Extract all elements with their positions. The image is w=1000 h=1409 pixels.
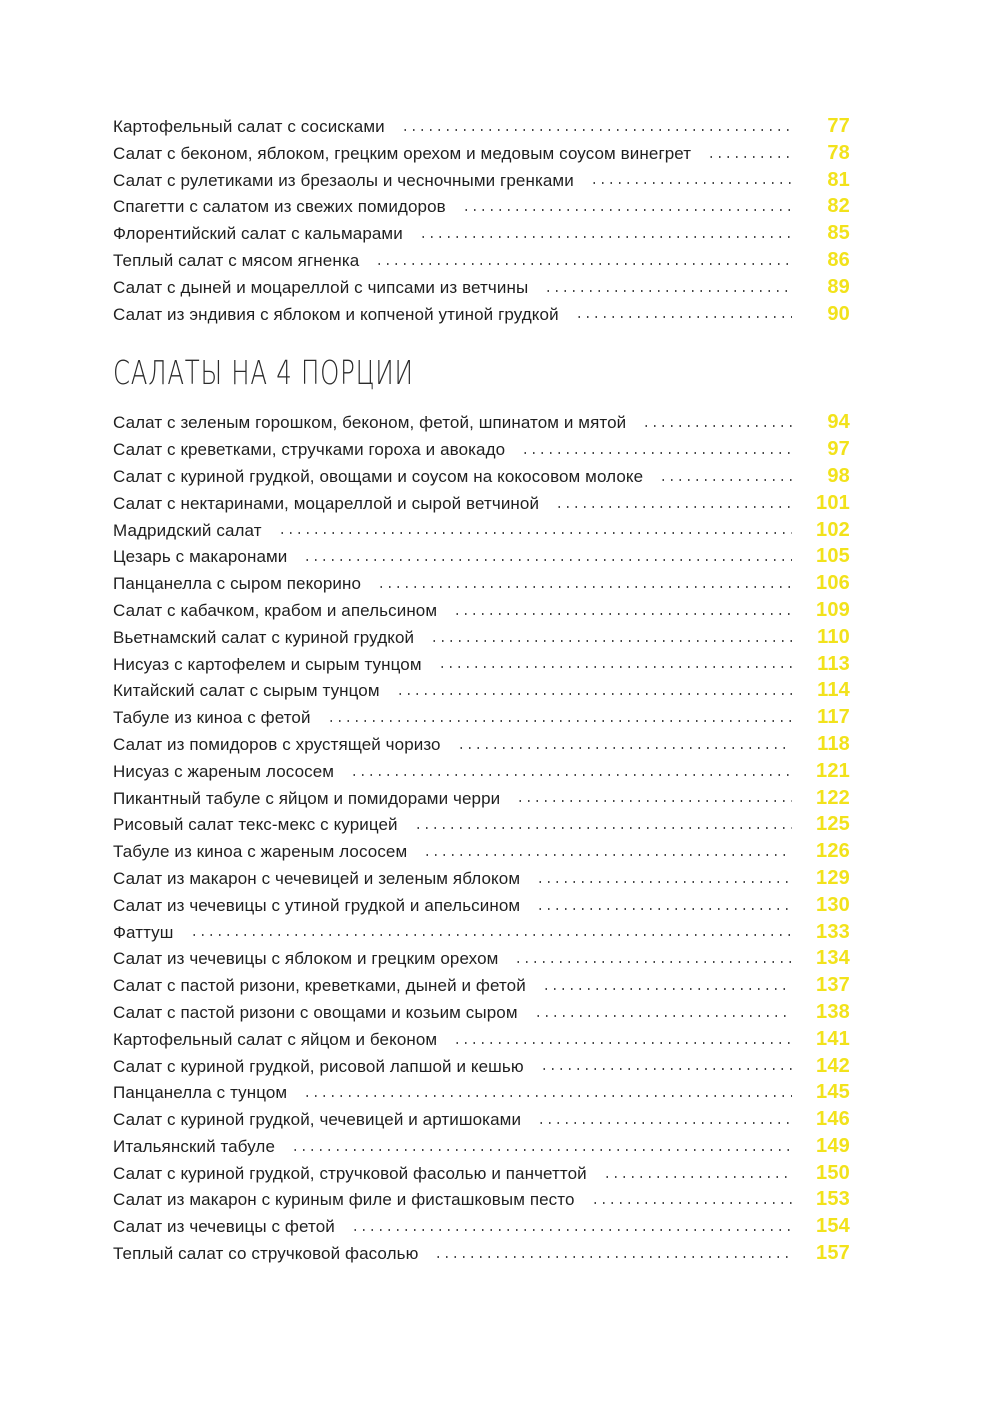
toc-entry-page-number: 109 (816, 598, 850, 621)
toc-section-list (113, 113, 850, 327)
toc-entry[interactable] (113, 597, 850, 624)
toc-entry-page-number: 126 (816, 840, 850, 863)
dot-leader (423, 854, 792, 856)
toc-entry-page-number: 121 (816, 759, 850, 782)
toc-entry-title: Салат из чечевицы с утиной грудкой и апельсином (113, 895, 521, 915)
toc-entry[interactable] (113, 543, 850, 570)
toc-entry-title: Салат с пастой ризони, креветками, дыней и фетой (113, 976, 526, 996)
dot-leader (642, 425, 792, 427)
toc-entry-page-number: 110 (817, 625, 850, 648)
toc-entry-page-number: 86 (827, 248, 850, 271)
dot-leader (303, 1095, 792, 1097)
toc-entry-title: Салат из макарон с чечевицей и зеленым яблоком (113, 868, 521, 888)
toc-entry-page-number: 150 (816, 1161, 850, 1184)
toc-entry[interactable] (113, 1186, 850, 1213)
dot-leader (414, 827, 792, 829)
toc-entry-title: Салат с нектаринами, моцареллой и сырой ветчиной (113, 493, 540, 513)
toc-entry[interactable] (113, 1133, 850, 1160)
toc-entry[interactable] (113, 811, 850, 838)
toc-entry[interactable] (113, 731, 850, 758)
dot-leader (291, 1149, 792, 1151)
toc-entry-page-number: 98 (827, 464, 850, 487)
toc-entry[interactable] (113, 677, 850, 704)
toc-entry-title: Фаттуш (113, 922, 174, 942)
toc-entry[interactable] (113, 274, 850, 301)
toc-entry-page-number: 153 (816, 1188, 850, 1211)
toc-entry-page-number: 141 (816, 1027, 850, 1050)
dot-leader (350, 774, 792, 776)
dot-leader (375, 263, 792, 265)
toc-entry-title: Салат с кабачком, крабом и апельсином (113, 600, 438, 620)
dot-leader (707, 156, 792, 158)
toc-entry-title: Салат с креветками, стручками гороха и авокадо (113, 440, 506, 460)
dot-leader (351, 1229, 792, 1231)
dot-leader (555, 506, 792, 508)
toc-entry-page-number: 122 (816, 786, 850, 809)
toc-entry-page-number: 106 (816, 572, 850, 595)
toc-entry[interactable] (113, 1160, 850, 1187)
toc-entry[interactable] (113, 490, 850, 517)
dot-leader (514, 961, 792, 963)
dot-leader (327, 720, 792, 722)
toc-entry-title: Табуле из киноа с фетой (113, 708, 311, 728)
toc-entry[interactable] (113, 945, 850, 972)
toc-entry-page-number: 142 (816, 1054, 850, 1077)
toc-entry[interactable] (113, 1026, 850, 1053)
toc-entry-page-number: 78 (827, 141, 850, 164)
toc-entry-title: Цезарь с макаронами (113, 547, 288, 567)
toc-entry[interactable] (113, 409, 850, 436)
toc-entry-page-number: 134 (816, 947, 850, 970)
toc-entry[interactable] (113, 1213, 850, 1240)
toc-entry[interactable] (113, 517, 850, 544)
toc-entry-page-number: 105 (816, 545, 850, 568)
toc-entry[interactable] (113, 301, 850, 328)
toc-entry-title: Теплый салат с мясом ягненка (113, 250, 360, 270)
dot-leader (278, 532, 792, 534)
dot-leader (534, 1015, 792, 1017)
dot-leader (190, 934, 792, 936)
toc-entry-title: Итальянский табуле (113, 1136, 276, 1156)
dot-leader (462, 209, 792, 211)
toc-entry-title: Салат с беконом, яблоком, грецким орехом и медовым соусом винегрет (113, 143, 692, 163)
toc-entry[interactable] (113, 570, 850, 597)
toc-entry-page-number: 133 (816, 920, 850, 943)
toc-section-list (113, 409, 850, 1267)
toc-entry-title: Китайский салат с сырым тунцом (113, 681, 380, 701)
toc-entry-title: Салат из чечевицы с фетой (113, 1217, 335, 1237)
toc-entry-page-number: 137 (816, 974, 850, 997)
toc-entry[interactable] (113, 1053, 850, 1080)
toc-entry[interactable] (113, 247, 850, 274)
dot-leader (590, 182, 792, 184)
toc-entry[interactable] (113, 865, 850, 892)
toc-entry-page-number: 118 (817, 732, 850, 755)
toc-entry-title: Панцанелла с тунцом (113, 1083, 288, 1103)
toc-entry-title: Вьетнамский салат с куриной грудкой (113, 627, 415, 647)
toc-entry-page-number: 102 (816, 518, 850, 541)
toc-entry[interactable] (113, 1079, 850, 1106)
toc-entry-page-number: 114 (817, 679, 850, 702)
toc-entry-page-number: 130 (816, 893, 850, 916)
toc-entry-title: Салат с куриной грудкой, чечевицей и артишоками (113, 1110, 522, 1130)
toc-entry-page-number: 94 (827, 411, 850, 434)
toc-entry-title: Картофельный салат с яйцом и беконом (113, 1029, 438, 1049)
dot-leader (659, 479, 792, 481)
toc-entry[interactable] (113, 758, 850, 785)
toc-entry-title: Салат с куриной грудкой, рисовой лапшой и кешью (113, 1056, 524, 1076)
toc-entry[interactable] (113, 140, 850, 167)
toc-entry[interactable] (113, 785, 850, 812)
toc-entry-title: Рисовый салат текс-мекс с курицей (113, 815, 398, 835)
toc-entry[interactable] (113, 113, 850, 140)
toc-entry-page-number: 145 (816, 1081, 850, 1104)
dot-leader (419, 236, 792, 238)
toc-entry-title: Панцанелла с сыром пекорино (113, 574, 362, 594)
dot-leader (591, 1202, 792, 1204)
toc-entry-page-number: 157 (816, 1242, 850, 1265)
dot-leader (516, 800, 792, 802)
toc-entry[interactable] (113, 1106, 850, 1133)
dot-leader (521, 452, 792, 454)
toc-entry-page-number: 101 (816, 491, 850, 514)
dot-leader (438, 666, 792, 668)
toc-entry[interactable] (113, 838, 850, 865)
dot-leader (453, 613, 792, 615)
toc-entry-title: Салат из эндивия с яблоком и копченой утиной грудкой (113, 304, 559, 324)
toc-entry-page-number: 77 (827, 115, 850, 137)
dot-leader (401, 129, 792, 131)
dot-leader (303, 559, 792, 561)
section-heading: САЛАТЫ НА 4 ПОРЦИИ (113, 353, 414, 393)
toc-entry-page-number: 89 (827, 275, 850, 298)
toc-entry-title: Пикантный табуле с яйцом и помидорами черри (113, 788, 501, 808)
toc-entry[interactable] (113, 651, 850, 678)
toc-entry-page-number: 85 (827, 222, 850, 245)
toc-entry-title: Табуле из киноа с жареным лососем (113, 842, 408, 862)
dot-leader (575, 316, 792, 318)
table-of-contents-page (113, 0, 850, 1267)
dot-leader (396, 693, 792, 695)
dot-leader (457, 747, 792, 749)
dot-leader (536, 908, 792, 910)
toc-entry-page-number: 97 (827, 438, 850, 461)
toc-entry-title: Спагетти с салатом из свежих помидоров (113, 197, 446, 217)
toc-entry-title: Нисуаз с жареным лососем (113, 761, 335, 781)
toc-entry-page-number: 117 (817, 706, 850, 729)
toc-entry-page-number: 113 (817, 652, 850, 675)
toc-entry[interactable] (113, 1240, 850, 1267)
toc-entry[interactable] (113, 220, 850, 247)
dot-leader (540, 1068, 792, 1070)
toc-entry-page-number: 146 (816, 1108, 850, 1131)
toc-entry-page-number: 82 (827, 195, 850, 218)
toc-entry-title: Салат с дыней и моцареллой с чипсами из ветчины (113, 277, 529, 297)
toc-entry-page-number: 129 (816, 866, 850, 889)
dot-leader (544, 290, 792, 292)
toc-entry[interactable] (113, 167, 850, 194)
toc-entry-page-number: 149 (816, 1134, 850, 1157)
toc-entry-title: Салат с рулетиками из брезаолы и чесночными гренками (113, 170, 574, 190)
toc-entry[interactable] (113, 972, 850, 999)
dot-leader (603, 1176, 792, 1178)
toc-entry[interactable] (113, 624, 850, 651)
toc-entry-title: Салат с зеленым горошком, беконом, фетой, шпинатом и мятой (113, 413, 627, 433)
toc-entry-page-number: 90 (827, 302, 850, 325)
toc-entry-title: Салат с пастой ризони с овощами и козьим сыром (113, 1002, 518, 1022)
toc-entry-page-number: 138 (816, 1000, 850, 1023)
dot-leader (542, 988, 792, 990)
dot-leader (430, 640, 792, 642)
toc-entry-title: Флорентийский салат с кальмарами (113, 224, 403, 244)
toc-entry[interactable] (113, 193, 850, 220)
toc-entry[interactable] (113, 436, 850, 463)
toc-entry-title: Салат из помидоров с хрустящей чоризо (113, 734, 441, 754)
toc-entry[interactable] (113, 892, 850, 919)
toc-entry-page-number: 125 (816, 813, 850, 836)
dot-leader (537, 1122, 792, 1124)
toc-entry[interactable] (113, 999, 850, 1026)
toc-entry-title: Салат из макарон с куриным филе и фисташковым песто (113, 1190, 575, 1210)
dot-leader (536, 881, 792, 883)
toc-entry-title: Нисуаз с картофелем и сырым тунцом (113, 654, 422, 674)
toc-entry[interactable] (113, 463, 850, 490)
toc-entry-title: Теплый салат со стручковой фасолью (113, 1244, 419, 1264)
dot-leader (434, 1256, 792, 1258)
toc-entry[interactable] (113, 704, 850, 731)
toc-entry-title: Салат с куриной грудкой, стручковой фасолью и панчеттой (113, 1163, 587, 1183)
toc-entry-title: Салат с куриной грудкой, овощами и соусом на кокосовом молоке (113, 466, 644, 486)
dot-leader (377, 586, 792, 588)
toc-entry[interactable] (113, 919, 850, 946)
toc-entry-title: Картофельный салат с сосисками (113, 117, 385, 136)
toc-entry-page-number: 81 (827, 168, 850, 191)
toc-entry-title: Мадридский салат (113, 520, 262, 540)
toc-entry-page-number: 154 (816, 1215, 850, 1238)
dot-leader (453, 1042, 792, 1044)
toc-entry-title: Салат из чечевицы с яблоком и грецким орехом (113, 949, 499, 969)
